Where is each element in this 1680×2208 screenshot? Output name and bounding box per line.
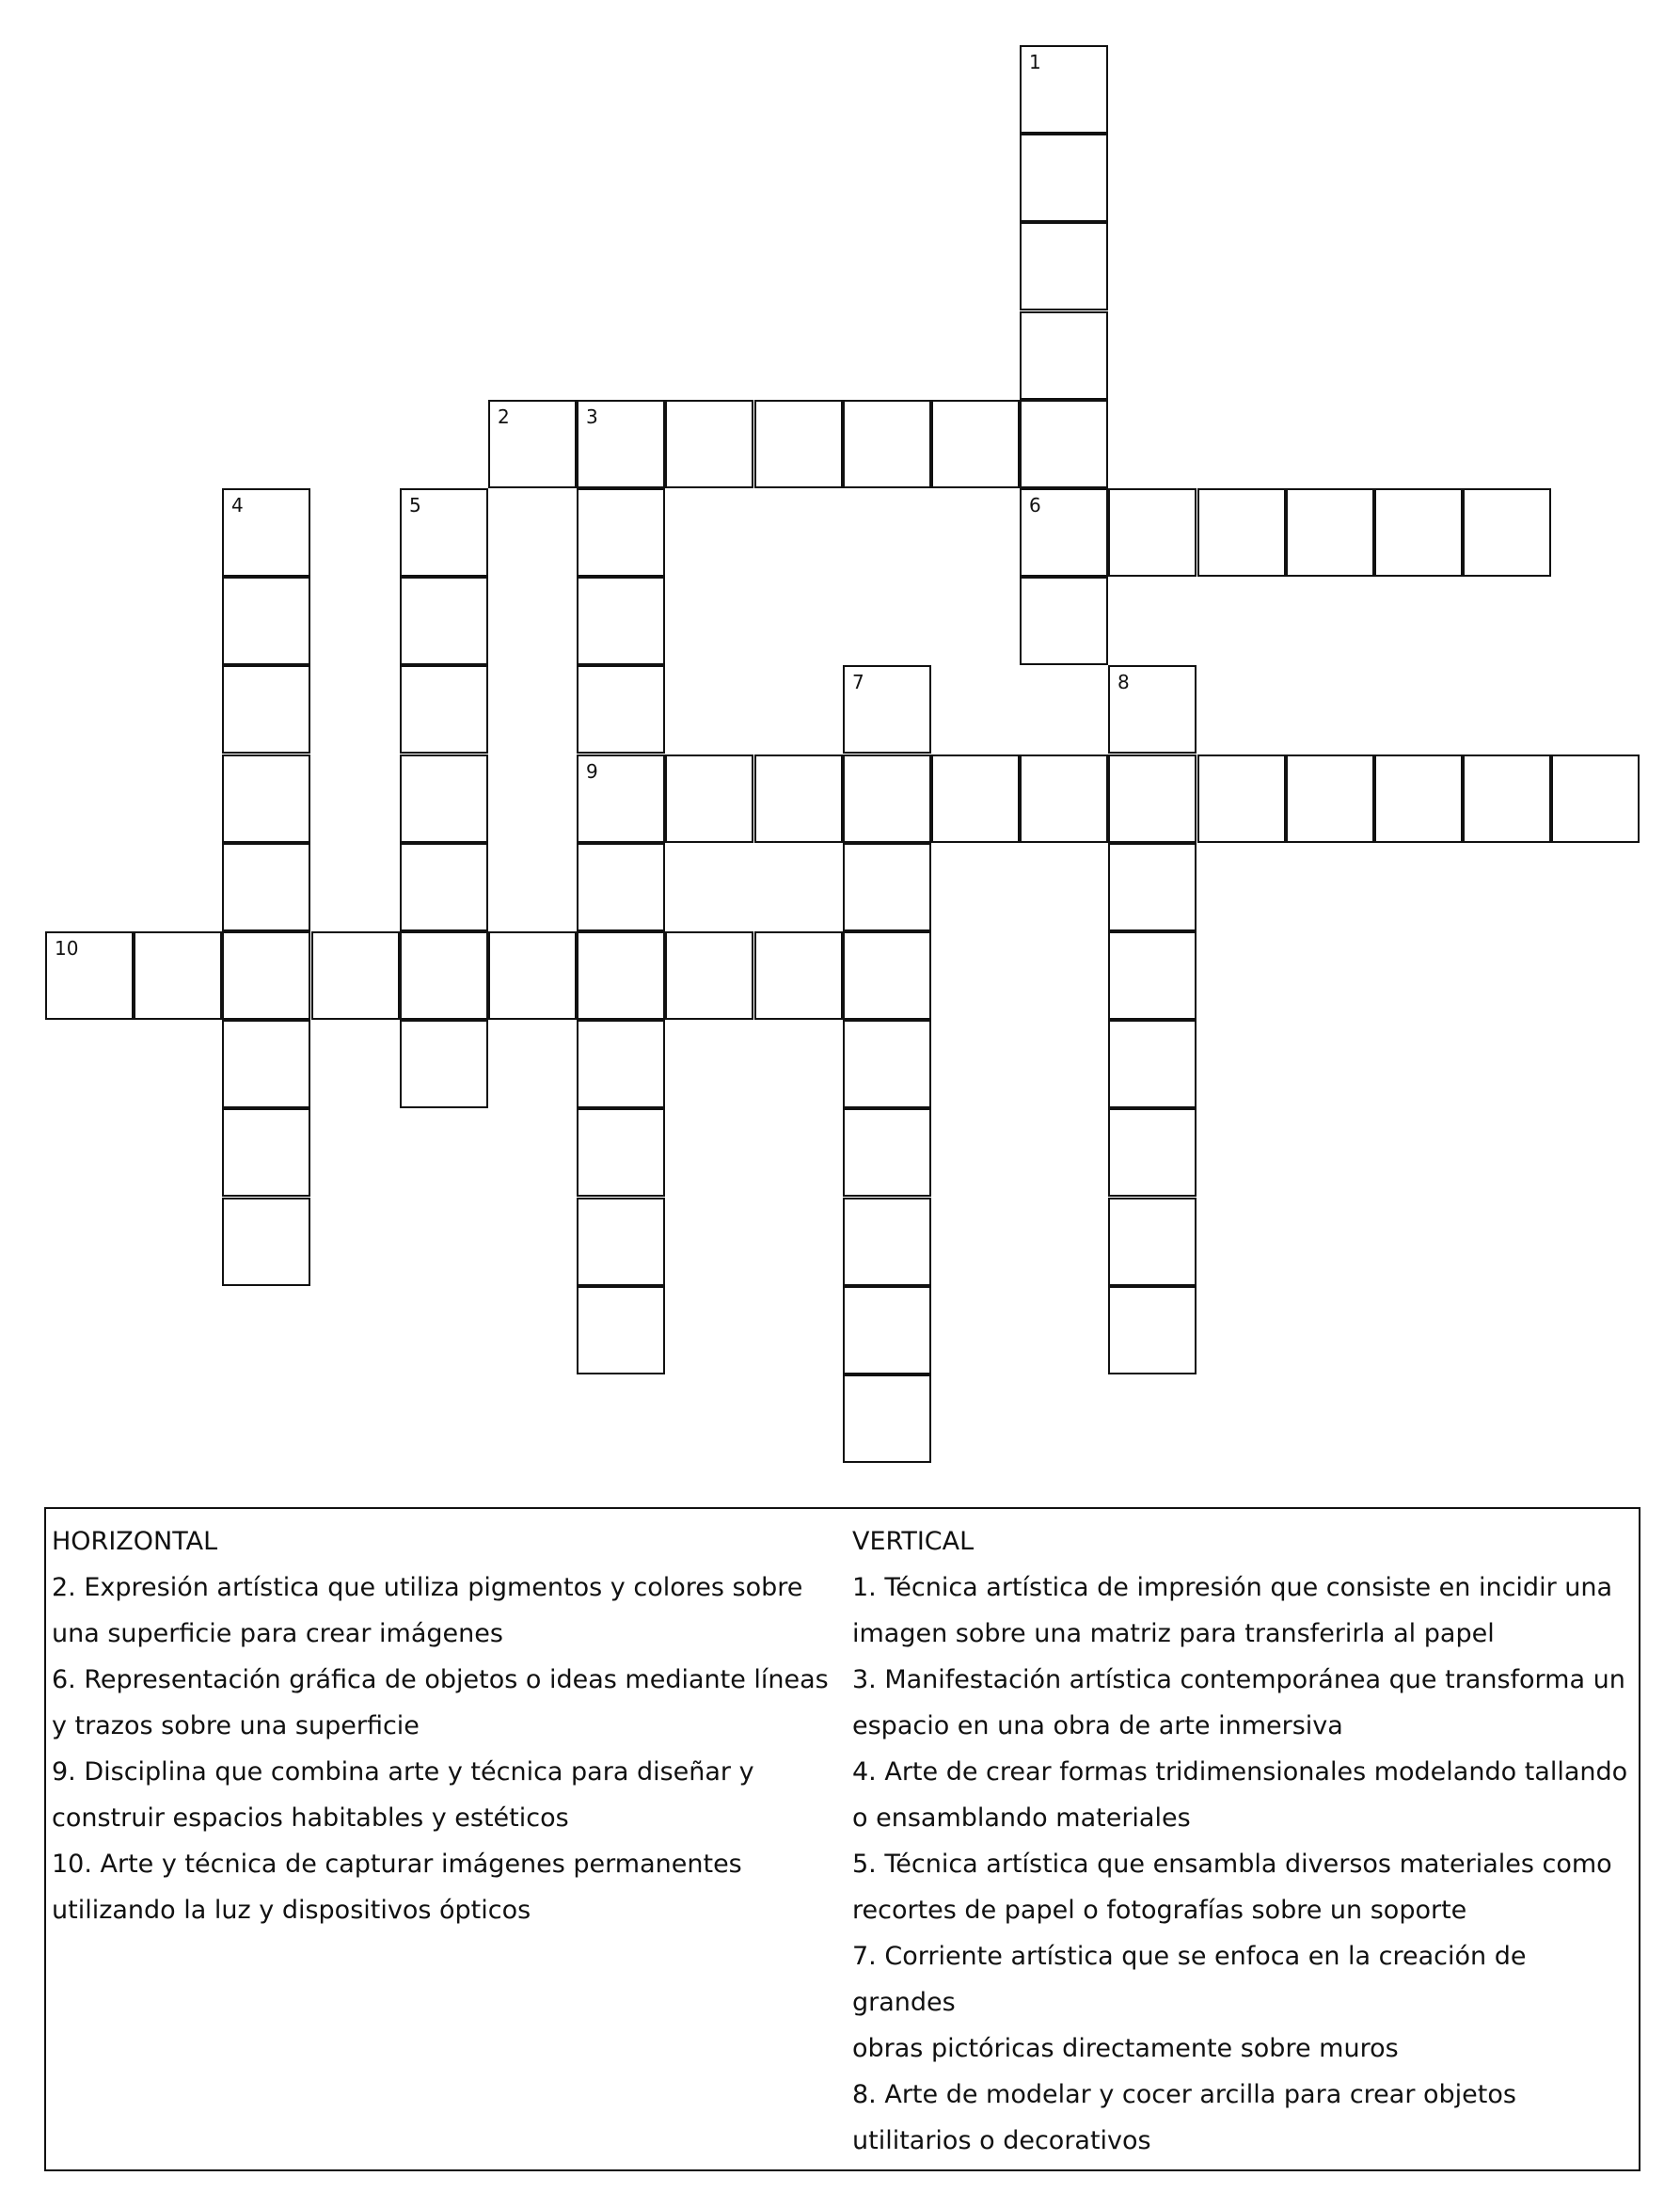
crossword-cell[interactable] (400, 1020, 488, 1108)
crossword-cell[interactable] (1463, 755, 1551, 843)
clue-line: 10. Arte y técnica de capturar imágenes permanentes (52, 1850, 742, 1879)
clue-number: 6 (1029, 494, 1041, 516)
crossword-cell[interactable] (1286, 488, 1374, 577)
crossword-cell[interactable] (1020, 311, 1108, 400)
clue-number: 1 (1029, 51, 1041, 73)
crossword-cell[interactable] (577, 488, 665, 577)
crossword-cell[interactable] (843, 1198, 931, 1286)
crossword-cell[interactable] (400, 931, 488, 1020)
horizontal-heading: HORIZONTAL (52, 1527, 218, 1556)
clue-line: 2. Expresión artística que utiliza pigmentos y colores sobre (52, 1573, 803, 1602)
crossword-cell[interactable] (577, 1286, 665, 1374)
crossword-cell[interactable] (1108, 488, 1197, 577)
crossword-cell[interactable] (665, 755, 753, 843)
clue-line: espacio en una obra de arte inmersiva (852, 1711, 1343, 1740)
crossword-cell[interactable] (1108, 665, 1197, 754)
crossword-cell[interactable] (222, 665, 310, 754)
clue-number: 5 (409, 494, 421, 516)
crossword-cell[interactable] (1374, 755, 1463, 843)
crossword-cell[interactable] (222, 577, 310, 665)
clue-line: imagen sobre una matriz para transferirla al papel (852, 1619, 1495, 1648)
crossword-cell[interactable] (754, 400, 843, 488)
vertical-heading: VERTICAL (852, 1527, 975, 1556)
crossword-cell[interactable] (1108, 1020, 1197, 1108)
crossword-cell[interactable] (222, 931, 310, 1020)
crossword-cell[interactable] (222, 755, 310, 843)
crossword-cell[interactable] (1020, 577, 1108, 665)
clue-number: 4 (231, 494, 244, 516)
crossword-cell[interactable] (577, 577, 665, 665)
crossword-cell[interactable] (1020, 134, 1108, 222)
crossword-cell[interactable] (400, 843, 488, 931)
clues-box (44, 1507, 1640, 2171)
crossword-cell[interactable] (1020, 45, 1108, 134)
crossword-cell[interactable] (665, 931, 753, 1020)
crossword-cell[interactable] (222, 1020, 310, 1108)
crossword-cell[interactable] (1551, 755, 1640, 843)
crossword-cell[interactable] (222, 1198, 310, 1286)
crossword-cell[interactable] (843, 931, 931, 1020)
crossword-cell[interactable] (577, 931, 665, 1020)
clue-line: utilitarios o decorativos (852, 2126, 1151, 2155)
clue-line: obras pictóricas directamente sobre muros (852, 2034, 1399, 2063)
crossword-cell[interactable] (134, 931, 222, 1020)
crossword-cell[interactable] (1463, 488, 1551, 577)
crossword-cell[interactable] (577, 1108, 665, 1197)
clue-line: 6. Representación gráfica de objetos o ideas mediante líneas (52, 1665, 829, 1694)
crossword-cell[interactable] (1020, 400, 1108, 488)
crossword-cell[interactable] (222, 488, 310, 577)
crossword-cell[interactable] (222, 843, 310, 931)
crossword-cell[interactable] (488, 400, 577, 488)
crossword-cell[interactable] (1197, 488, 1286, 577)
crossword-cell[interactable] (488, 931, 577, 1020)
crossword-cell[interactable] (311, 931, 400, 1020)
crossword-cell[interactable] (1197, 755, 1286, 843)
crossword-cell[interactable] (1020, 755, 1108, 843)
clue-line: 3. Manifestación artística contemporánea que transforma un (852, 1665, 1625, 1694)
crossword-cell[interactable] (931, 400, 1020, 488)
crossword-cell[interactable] (1108, 931, 1197, 1020)
crossword-cell[interactable] (843, 755, 931, 843)
crossword-cell[interactable] (665, 400, 753, 488)
clue-number: 3 (586, 405, 598, 428)
crossword-cell[interactable] (400, 665, 488, 754)
horizontal-clues (52, 1518, 842, 1933)
crossword-cell[interactable] (843, 400, 931, 488)
clue-line: construir espacios habitables y estéticos (52, 1803, 569, 1833)
clue-line: y trazos sobre una superficie (52, 1711, 420, 1740)
clue-line: 1. Técnica artística de impresión que consiste en incidir una (852, 1573, 1613, 1602)
crossword-cell[interactable] (1108, 1286, 1197, 1374)
clue-number: 7 (852, 671, 864, 693)
crossword-cell[interactable] (843, 843, 931, 931)
clue-line: 4. Arte de crear formas tridimensionales modelando tallando (852, 1757, 1628, 1787)
clue-line: o ensamblando materiales (852, 1803, 1191, 1833)
crossword-cell[interactable] (577, 665, 665, 754)
crossword-cell[interactable] (843, 1020, 931, 1108)
crossword-cell[interactable] (843, 1108, 931, 1197)
crossword-cell[interactable] (843, 665, 931, 754)
crossword-cell[interactable] (222, 1108, 310, 1197)
crossword-cell[interactable] (1286, 755, 1374, 843)
clue-line: recortes de papel o fotografías sobre un soporte (852, 1896, 1467, 1925)
crossword-cell[interactable] (1020, 488, 1108, 577)
crossword-cell[interactable] (754, 931, 843, 1020)
crossword-cell[interactable] (577, 400, 665, 488)
clue-number: 2 (498, 405, 510, 428)
clue-number: 9 (586, 760, 598, 783)
crossword-cell[interactable] (1108, 843, 1197, 931)
crossword-cell[interactable] (577, 843, 665, 931)
clue-number: 8 (1117, 671, 1130, 693)
crossword-cell[interactable] (931, 755, 1020, 843)
crossword-cell[interactable] (1374, 488, 1463, 577)
clue-line: 5. Técnica artística que ensambla diversos materiales como (852, 1850, 1612, 1879)
crossword-cell[interactable] (1020, 222, 1108, 310)
crossword-cell[interactable] (1108, 1108, 1197, 1197)
clue-line: una superficie para crear imágenes (52, 1619, 503, 1648)
clue-line: 8. Arte de modelar y cocer arcilla para crear objetos (852, 2080, 1516, 2109)
crossword-cell[interactable] (400, 755, 488, 843)
clue-line: 9. Disciplina que combina arte y técnica para diseñar y (52, 1757, 754, 1787)
crossword-cell[interactable] (577, 755, 665, 843)
crossword-cell[interactable] (577, 1198, 665, 1286)
crossword-cell[interactable] (1108, 1198, 1197, 1286)
crossword-cell[interactable] (1108, 755, 1197, 843)
clue-line: utilizando la luz y dispositivos ópticos (52, 1896, 531, 1925)
crossword-cell[interactable] (843, 1286, 931, 1374)
crossword-cell[interactable] (400, 577, 488, 665)
crossword-cell[interactable] (843, 1374, 931, 1463)
vertical-clues (852, 1518, 1633, 2164)
crossword-cell[interactable] (400, 488, 488, 577)
clue-line: 7. Corriente artística que se enfoca en la creación de grandes (852, 1942, 1527, 2017)
clue-number: 10 (55, 937, 79, 960)
crossword-cell[interactable] (754, 755, 843, 843)
crossword-cell[interactable] (45, 931, 134, 1020)
crossword-cell[interactable] (577, 1020, 665, 1108)
